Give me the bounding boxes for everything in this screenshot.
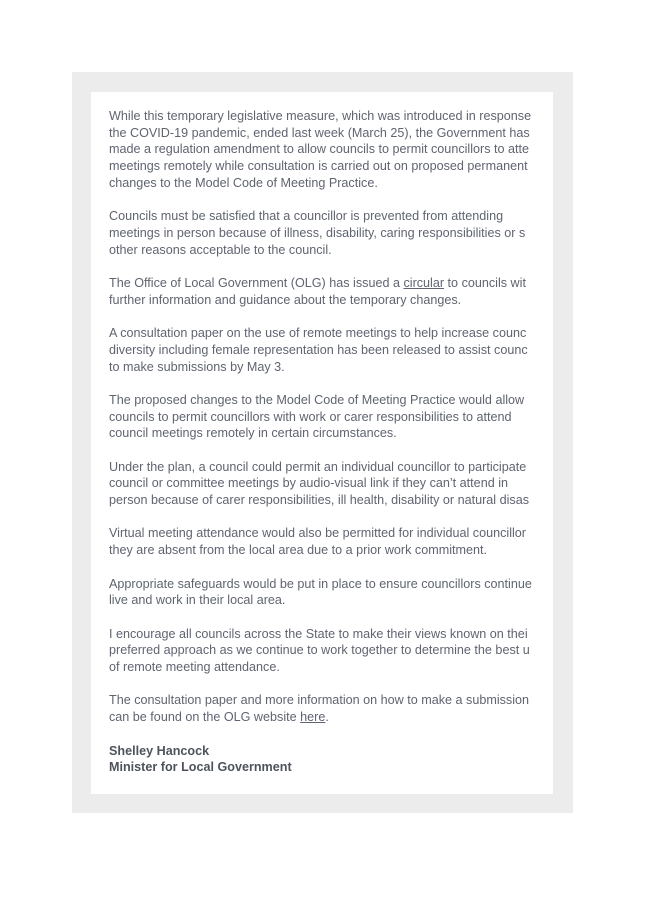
text-line: changes to the Model Code of Meeting Practice.: [109, 175, 378, 190]
text-fragment: The Office of Local Government (OLG) has issued a: [109, 276, 404, 290]
text-fragment: to councils wit: [444, 276, 526, 290]
paragraph-covid-measure: [109, 108, 553, 192]
text-line: Appropriate safeguards would be put in place to ensure councillors continue: [109, 576, 532, 591]
text-line: council or committee meetings by audio-visual link if they can’t attend in: [109, 476, 508, 491]
text-line: meetings remotely while consultation is carried out on proposed permanent: [109, 159, 528, 174]
text-line: The consultation paper and more information on how to make a submission: [109, 693, 530, 708]
text-line: councils to permit councillors with work or carer responsibilities to attend: [109, 409, 512, 424]
text-line: Under the plan, a council could permit an individual councillor to participate: [109, 459, 527, 474]
text-line: [109, 275, 553, 292]
text-line: The proposed changes to the Model Code of Meeting Practice would allow: [109, 392, 525, 407]
text-line: they are absent from the local area due to a prior work commitment.: [109, 543, 487, 558]
signature-title: Minister for Local Government: [109, 760, 292, 775]
text-line: person because of carer responsibilities, ill health, disability or natural disas: [109, 493, 530, 508]
text-line: I encourage all councils across the State to make their views known on thei: [109, 626, 528, 641]
circular-link[interactable]: circular: [403, 276, 445, 290]
paragraph-safeguards: [109, 576, 553, 609]
text-line: diversity including female representation has been released to assist counc: [109, 342, 528, 357]
text-fragment: can be found on the OLG website: [109, 710, 301, 725]
text-line: council meetings remotely in certain circumstances.: [109, 426, 397, 441]
text-line: meetings in person because of illness, disability, caring responsibilities or s: [109, 225, 526, 240]
paragraph-more-information: [109, 692, 553, 725]
document-card: [91, 92, 553, 794]
text-line: preferred approach as we continue to work together to determine the best u: [109, 643, 530, 658]
signature-name: Shelley Hancock: [109, 743, 210, 758]
paragraph-encourage-councils: [109, 626, 553, 676]
signature-block: [109, 743, 553, 776]
paragraph-under-the-plan: [109, 459, 553, 509]
paragraph-virtual-attendance: [109, 525, 553, 558]
document-body: [109, 108, 553, 776]
paragraph-consultation-paper: [109, 325, 553, 375]
text-line: the COVID-19 pandemic, ended last week (March 25), the Government has: [109, 125, 530, 140]
text-line: While this temporary legislative measure, which was introduced in response: [109, 109, 532, 123]
paragraph-proposed-changes: [109, 392, 553, 442]
text-line: Councils must be satisfied that a councillor is prevented from attending: [109, 209, 504, 224]
paragraph-olg-circular: [109, 275, 553, 308]
document-frame: [72, 72, 573, 813]
text-fragment: .: [325, 710, 329, 725]
text-line: [109, 709, 553, 726]
text-line: Virtual meeting attendance would also be permitted for individual councillor: [109, 526, 527, 541]
text-line: to make submissions by May 3.: [109, 359, 285, 374]
text-line: of remote meeting attendance.: [109, 660, 280, 675]
text-line: live and work in their local area.: [109, 593, 286, 608]
paragraph-councils-satisfied: [109, 208, 553, 258]
text-line: other reasons acceptable to the council.: [109, 242, 332, 257]
text-line: A consultation paper on the use of remote meetings to help increase counc: [109, 326, 527, 341]
here-link[interactable]: here: [300, 710, 326, 725]
text-line: made a regulation amendment to allow councils to permit councillors to atte: [109, 142, 530, 157]
text-line: further information and guidance about the temporary changes.: [109, 292, 462, 307]
